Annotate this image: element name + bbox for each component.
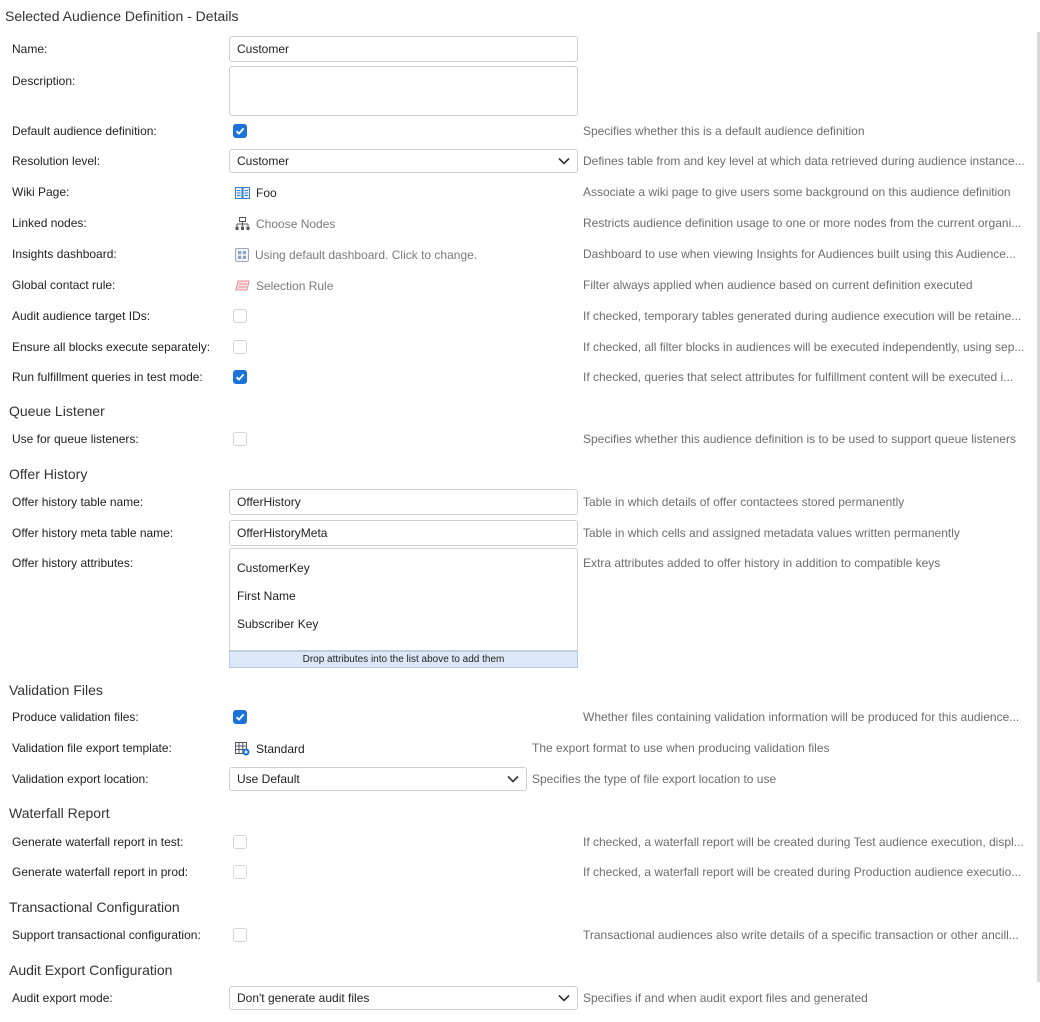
offer-table-row (0, 489, 1040, 515)
audit-ids-label: Audit audience target IDs: (12, 309, 151, 323)
name-label: Name: (12, 42, 48, 56)
validation-files-heading: Validation Files (9, 682, 103, 698)
waterfall-prod-checkbox[interactable] (233, 865, 247, 879)
waterfall-test-help: If checked, a waterfall report will be created during Test audience execution, displ... (583, 835, 1024, 849)
linked-nodes-row (0, 210, 1040, 236)
check-icon (235, 372, 245, 382)
resolution-value: Customer (237, 154, 290, 168)
linked-nodes-help: Restricts audience definition usage to one or more nodes from the current organi... (583, 216, 1022, 230)
offer-attributes-list[interactable] (229, 548, 578, 651)
validation-location-row (0, 766, 1040, 792)
offer-table-label: Offer history table name: (12, 495, 144, 509)
offer-meta-input[interactable]: OfferHistoryMeta (229, 520, 578, 546)
wiki-row (0, 179, 1040, 205)
dashboard-icon (235, 248, 249, 262)
use-queue-label: Use for queue listeners: (12, 432, 139, 446)
queue-listener-heading: Queue Listener (9, 403, 105, 419)
default-definition-checkbox[interactable] (233, 124, 247, 138)
wiki-link[interactable] (235, 179, 277, 205)
waterfall-prod-help: If checked, a waterfall report will be created during Production audience executio... (583, 865, 1022, 879)
audit-ids-row (0, 303, 1040, 329)
offer-attributes-label: Offer history attributes: (12, 556, 134, 570)
validation-template-value: Standard (256, 741, 305, 756)
fulfillment-test-row (0, 364, 1040, 390)
linked-nodes-label: Linked nodes: (12, 216, 87, 230)
resolution-help: Defines table from and key level at which data retrieved during audience instance... (583, 154, 1025, 168)
waterfall-report-heading: Waterfall Report (9, 805, 110, 821)
global-rule-label: Global contact rule: (12, 278, 116, 292)
validation-template-link[interactable] (235, 735, 305, 761)
name-input[interactable]: Customer (229, 36, 578, 62)
produce-validation-row (0, 704, 1040, 730)
choose-nodes-text: Choose Nodes (256, 216, 336, 231)
audit-export-row (0, 985, 1040, 1011)
produce-validation-help: Whether files containing validation information will be produced for this audience... (583, 710, 1020, 724)
wiki-label: Wiki Page: (12, 185, 70, 199)
offer-meta-help: Table in which cells and assigned metadata values written permanently (583, 526, 960, 540)
waterfall-prod-row (0, 859, 1040, 885)
offer-table-help: Table in which details of offer contactees stored permanently (583, 495, 905, 509)
validation-template-label: Validation file export template: (12, 741, 172, 755)
resolution-row (0, 148, 1040, 174)
description-label: Description: (12, 74, 76, 88)
separate-blocks-row (0, 334, 1040, 360)
separate-blocks-checkbox[interactable] (233, 340, 247, 354)
default-definition-help: Specifies whether this is a default audience definition (583, 124, 865, 138)
transactional-heading: Transactional Configuration (9, 899, 180, 915)
attribute-drop-zone[interactable]: Drop attributes into the list above to add them (229, 651, 578, 668)
validation-location-value: Use Default (237, 772, 300, 786)
audit-export-label: Audit export mode: (12, 991, 113, 1005)
insights-row (0, 241, 1040, 267)
waterfall-test-row (0, 829, 1040, 855)
resolution-label: Resolution level: (12, 154, 101, 168)
selection-rule-link[interactable] (235, 272, 333, 298)
validation-template-row (0, 735, 1040, 761)
audit-export-value: Don't generate audit files (237, 991, 370, 1005)
name-row (0, 36, 1040, 62)
transactional-help: Transactional audiences also write details of a specific transaction or other ancill... (583, 928, 1019, 942)
audit-ids-checkbox[interactable] (233, 309, 247, 323)
audit-export-help: Specifies if and when audit export files and generated (583, 991, 868, 1005)
list-item[interactable]: CustomerKey (237, 561, 310, 575)
validation-location-label: Validation export location: (12, 772, 149, 786)
produce-validation-checkbox[interactable] (233, 710, 247, 724)
check-icon (235, 126, 245, 136)
audit-ids-help: If checked, temporary tables generated during audience execution will be retaine... (583, 309, 1022, 323)
chevron-down-icon (558, 156, 570, 166)
offer-meta-label: Offer history meta table name: (12, 526, 174, 540)
validation-location-help: Specifies the type of file export location to use (532, 772, 777, 786)
produce-validation-label: Produce validation files: (12, 710, 139, 724)
resolution-select[interactable] (229, 149, 578, 173)
offer-table-input[interactable]: OfferHistory (229, 489, 578, 515)
global-rule-help: Filter always applied when audience based on current definition executed (583, 278, 973, 292)
global-rule-row (0, 272, 1040, 298)
validation-location-select[interactable] (229, 767, 527, 791)
fulfillment-test-checkbox[interactable] (233, 370, 247, 384)
validation-template-help: The export format to use when producing validation files (532, 741, 830, 755)
separate-blocks-label: Ensure all blocks execute separately: (12, 340, 211, 354)
check-icon (235, 712, 245, 722)
transactional-row (0, 922, 1040, 948)
fulfillment-test-help: If checked, queries that select attributes for fulfillment content will be executed i... (583, 370, 1014, 384)
list-item[interactable]: Subscriber Key (237, 617, 319, 631)
export-template-icon (235, 742, 250, 756)
fulfillment-test-label: Run fulfillment queries in test mode: (12, 370, 203, 384)
offer-meta-row (0, 520, 1040, 546)
waterfall-prod-label: Generate waterfall report in prod: (12, 865, 189, 879)
use-queue-checkbox[interactable] (233, 432, 247, 446)
audit-export-select[interactable] (229, 986, 578, 1010)
use-queue-help: Specifies whether this audience definition is to be used to support queue listeners (583, 432, 1016, 446)
insights-help: Dashboard to use when viewing Insights for Audiences built using this Audience... (583, 247, 1016, 261)
transactional-checkbox[interactable] (233, 928, 247, 942)
offer-attributes-help: Extra attributes added to offer history in addition to compatible keys (583, 556, 941, 570)
chevron-down-icon (507, 774, 519, 784)
wiki-value: Foo (256, 185, 277, 200)
list-item[interactable]: First Name (237, 589, 296, 603)
selection-rule-icon (235, 280, 250, 291)
use-queue-row (0, 426, 1040, 452)
chevron-down-icon (558, 993, 570, 1003)
separate-blocks-help: If checked, all filter blocks in audiences will be executed independently, using sep... (583, 340, 1025, 354)
default-definition-label: Default audience definition: (12, 124, 157, 138)
insights-dashboard-link[interactable] (235, 241, 477, 267)
waterfall-test-checkbox[interactable] (233, 835, 247, 849)
description-textarea[interactable] (229, 66, 578, 116)
default-definition-row (0, 118, 1040, 144)
audit-export-heading: Audit Export Configuration (9, 962, 173, 978)
selection-rule-text: Selection Rule (256, 278, 334, 293)
page-title: Selected Audience Definition - Details (5, 8, 239, 24)
wiki-page-icon (235, 187, 250, 199)
waterfall-test-label: Generate waterfall report in test: (12, 835, 184, 849)
wiki-help: Associate a wiki page to give users some background on this audience definition (583, 185, 1011, 199)
transactional-label: Support transactional configuration: (12, 928, 201, 942)
choose-nodes-link[interactable] (235, 210, 335, 236)
insights-label: Insights dashboard: (12, 247, 117, 261)
insights-value: Using default dashboard. Click to change. (255, 247, 478, 262)
org-nodes-icon (235, 217, 250, 231)
offer-history-heading: Offer History (9, 466, 88, 482)
